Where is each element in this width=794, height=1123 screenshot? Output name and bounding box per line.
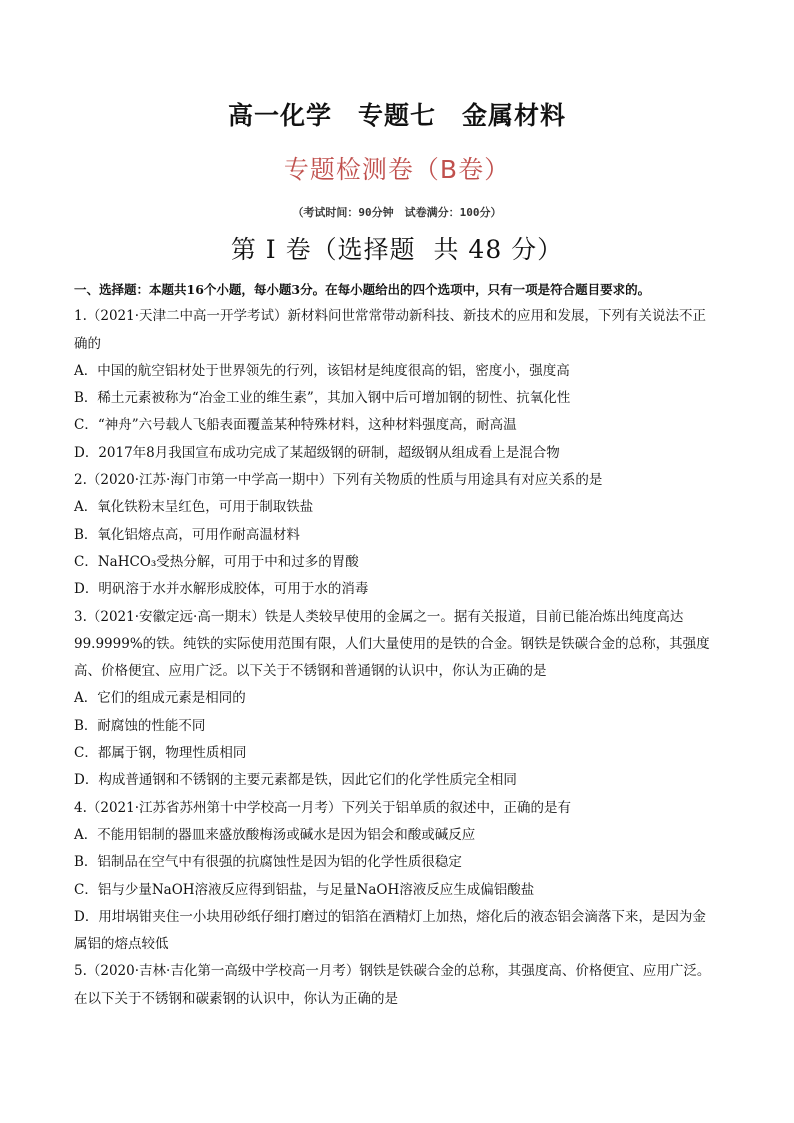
option-d: D．构成普通钢和不锈钢的主要元素都是铁，因此它们的化学性质完全相同: [74, 772, 517, 789]
question-stem: 3.（2021·安徽定远·高一期末）铁是人类较早使用的金属之一。据有关报道，目前已能冶炼出纯度高达: [74, 608, 684, 625]
option-c: C．都属于钢，物理性质相同: [74, 745, 247, 762]
option-d: D．用坩埚钳夹住一小块用砂纸仔细打磨过的铝箔在酒精灯上加热，熔化后的液态铝会滴落下来，是因为金: [74, 908, 706, 925]
option-a: A．氧化铁粉末呈红色，可用于制取铁盐: [74, 499, 314, 516]
question-4: [74, 795, 724, 959]
question-body: [74, 276, 724, 1013]
question-stem: 5.（2020·吉林·吉化第一高级中学校高一月考）钢铁是铁碳合金的总称，其强度高、价格便宜、应用广泛。: [74, 963, 711, 980]
question-1: [74, 303, 724, 467]
exam-info: （考试时间：90分钟 试卷满分：100分）: [292, 206, 502, 219]
option-c: C．铝与少量NaOH溶液反应得到铝盐，与足量NaOH溶液反应生成偏铝酸盐: [74, 881, 535, 898]
question-stem: 2.（2020·江苏·海门市第一中学高一期中）下列有关物质的性质与用途具有对应关系的是: [74, 472, 603, 489]
section-intro: 一、选择题：本题共16个小题，每小题3分。在每小题给出的四个选项中，只有一项是符合题目要求的。: [74, 282, 651, 297]
option-b: B．铝制品在空气中有很强的抗腐蚀性是因为铝的化学性质很稳定: [74, 854, 462, 871]
option-d-continued: 属铝的熔点较低: [74, 936, 169, 953]
question-2: [74, 467, 724, 603]
option-b: B．氧化铝熔点高，可用作耐高温材料: [74, 526, 300, 543]
document-title: 高一化学 专题七 金属材料: [227, 101, 566, 130]
option-a: A．中国的航空铝材处于世界领先的行列，该铝材是纯度很高的铝，密度小，强度高: [74, 362, 570, 379]
document-subtitle: 专题检测卷（B卷）: [283, 155, 511, 184]
question-stem-continued: 在以下关于不锈钢和碳素钢的认识中，你认为正确的是: [74, 990, 398, 1007]
option-a: A．不能用铝制的器皿来盛放酸梅汤或碱水是因为铝会和酸或碱反应: [74, 826, 476, 843]
option-b: B．稀土元素被称为“冶金工业的维生素”，其加入钢中后可增加钢的韧性、抗氧化性: [74, 390, 571, 407]
option-d: D．明矾溶于水并水解形成胶体，可用于水的消毒: [74, 581, 369, 598]
question-stem: 1.（2021·天津二中高一开学考试）新材料问世常常带动新科技、新技术的应用和发展，下列有关说法不正: [74, 308, 707, 325]
question-5: [74, 958, 724, 1013]
option-c: C．“神舟”六号载人飞船表面覆盖某种特殊材料，这种材料强度高，耐高温: [74, 417, 517, 434]
question-stem-continued: 确的: [74, 335, 101, 352]
question-stem-continued: 高、价格便宜、应用广泛。以下关于不锈钢和普通钢的认识中，你认为正确的是: [74, 663, 547, 680]
option-a: A．它们的组成元素是相同的: [74, 690, 246, 707]
question-stem: 4.（2021·江苏省苏州第十中学校高一月考）下列关于铝单质的叙述中，正确的是有: [74, 799, 572, 816]
option-c: C．NaHCO₃受热分解，可用于中和过多的胃酸: [74, 553, 359, 570]
part-title: 第 I 卷（选择题 共 48 分）: [230, 235, 564, 264]
question-3: [74, 604, 724, 795]
option-d: D．2017年8月我国宣布成功完成了某超级钢的研制，超级钢从组成看上是混合物: [74, 444, 560, 461]
option-b: B．耐腐蚀的性能不同: [74, 717, 206, 734]
question-stem-continued: 99.9999%的铁。纯铁的实际使用范围有限，人们大量使用的是铁的合金。钢铁是铁碳合金的总称，其强度: [74, 635, 710, 652]
